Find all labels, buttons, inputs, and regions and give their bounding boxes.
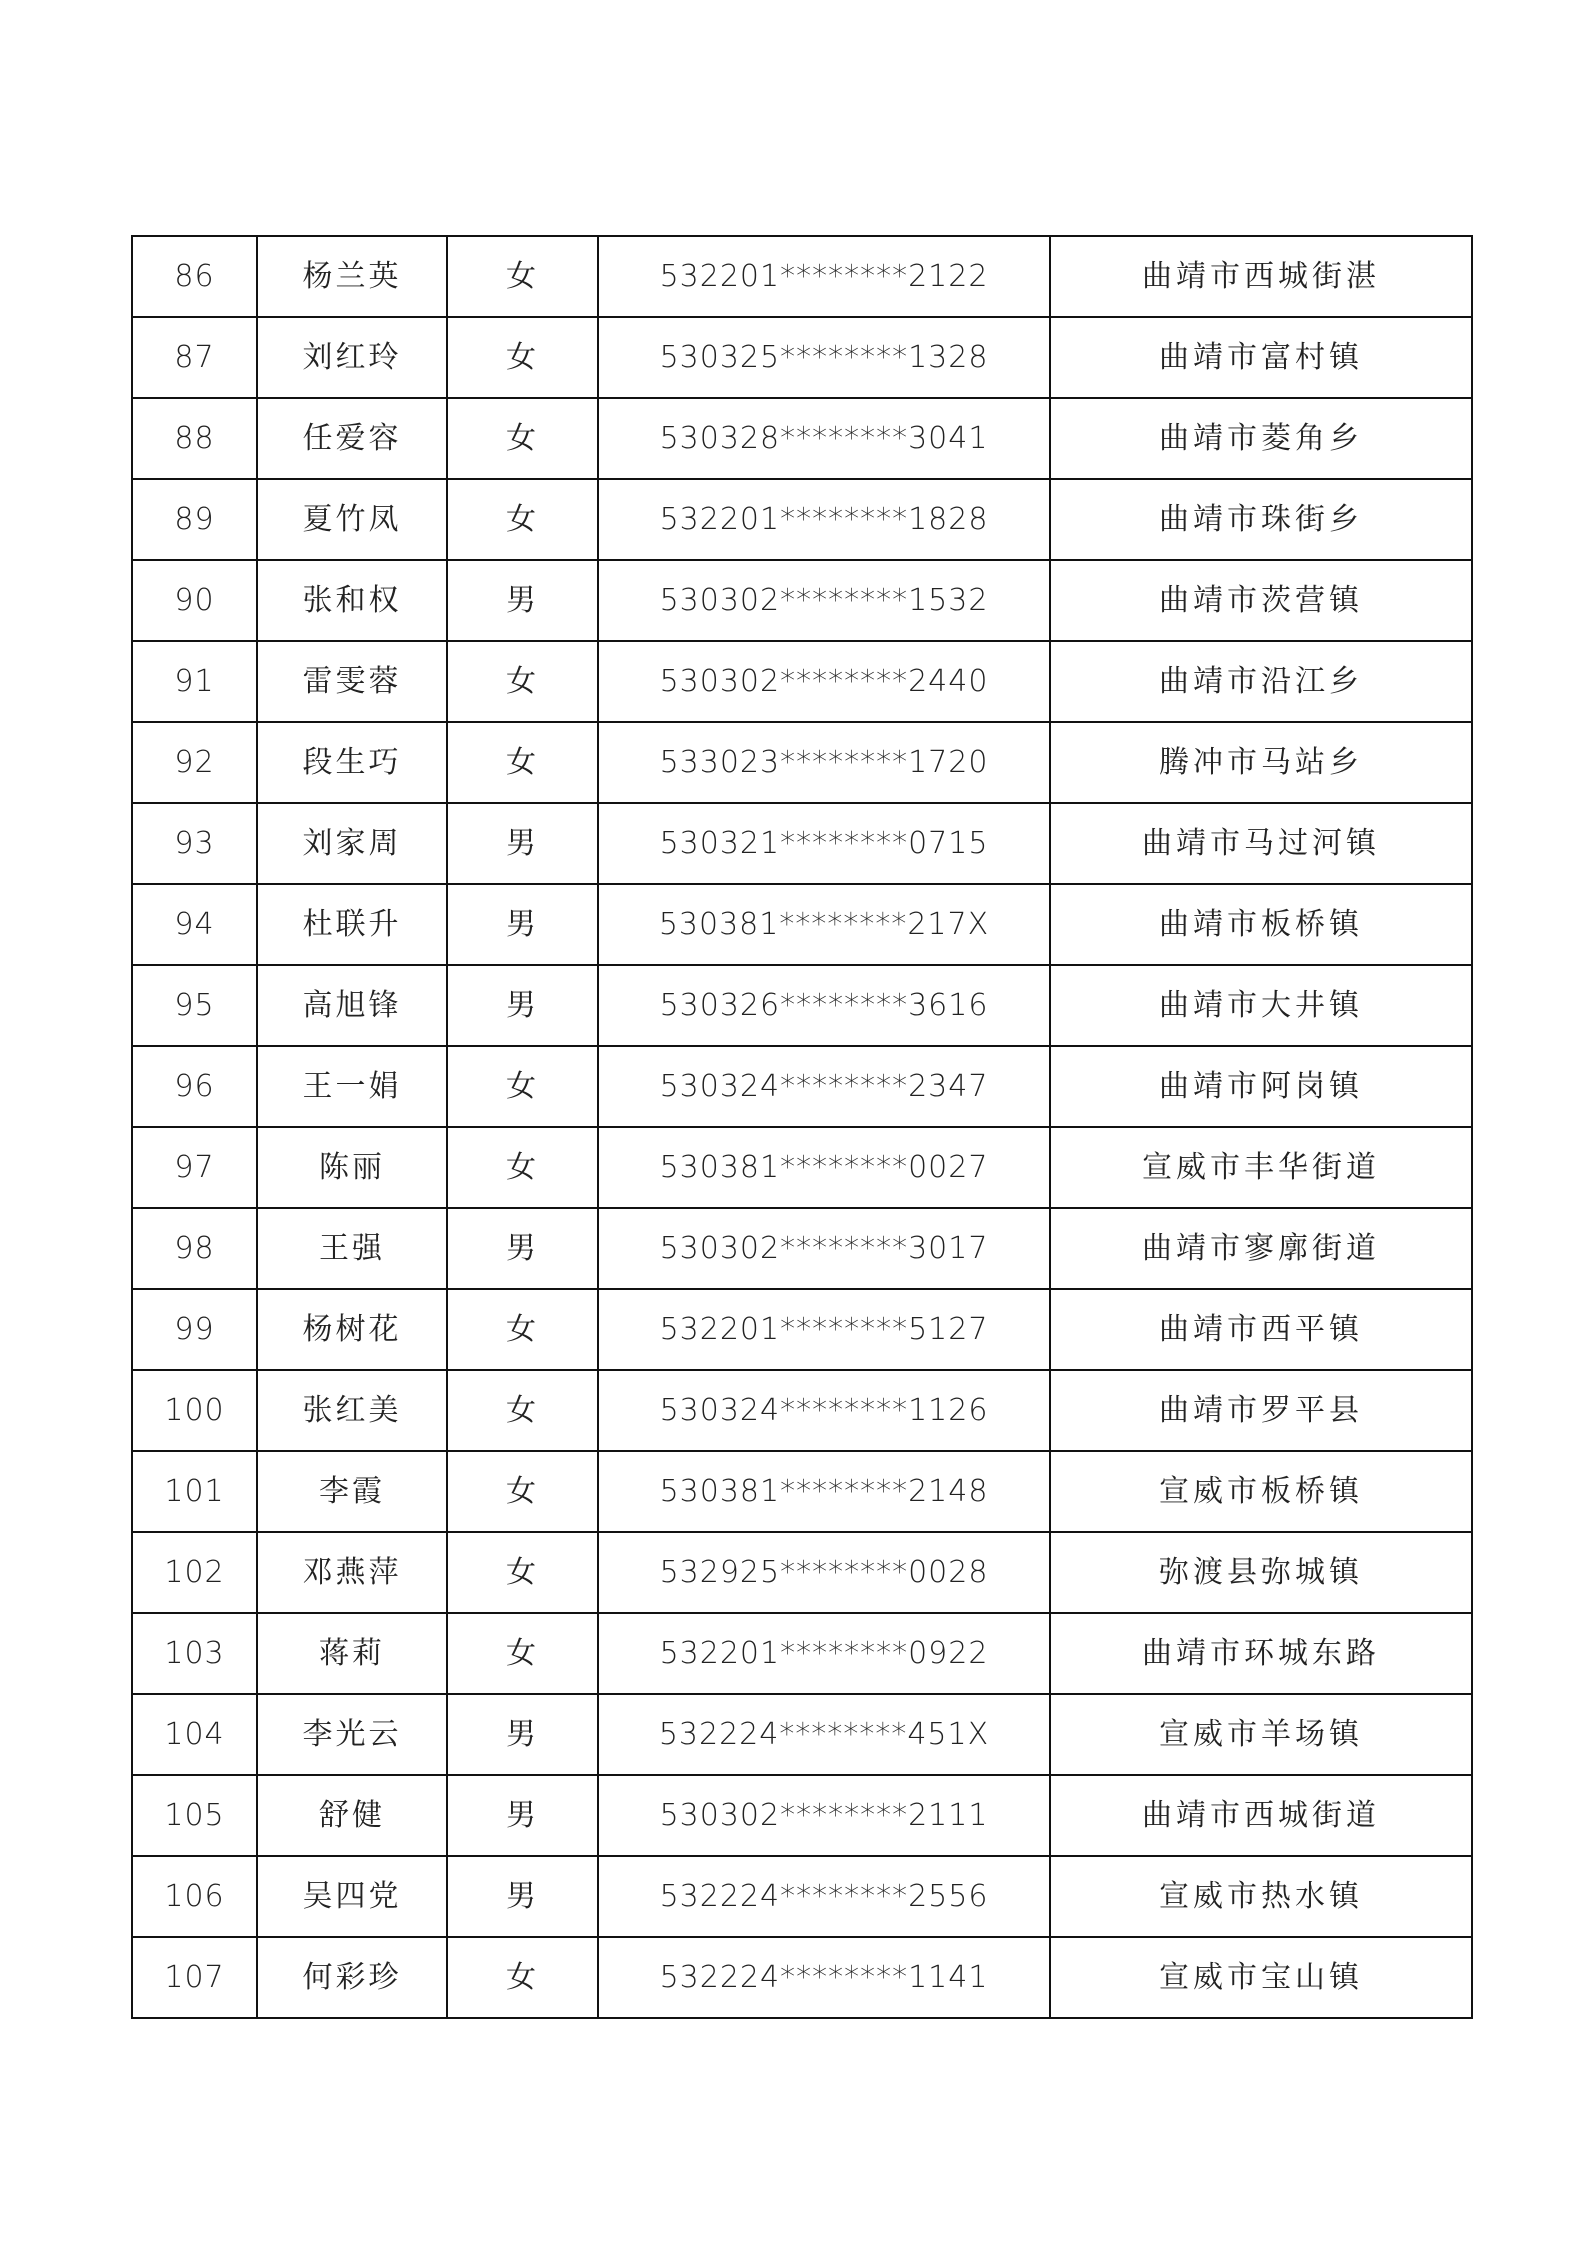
address-cell: 曲靖市富村镇: [1050, 317, 1472, 398]
row-number-cell: 89: [132, 479, 257, 560]
id-number-cell: 530302********1532: [598, 560, 1050, 641]
address-cell: 宣威市丰华街道: [1050, 1127, 1472, 1208]
name-cell: 高旭锋: [257, 965, 447, 1046]
address-cell: 腾冲市马站乡: [1050, 722, 1472, 803]
gender-cell: 男: [447, 1208, 598, 1289]
name-cell: 舒健: [257, 1775, 447, 1856]
id-number-cell: 533023********1720: [598, 722, 1050, 803]
name-cell: 刘家周: [257, 803, 447, 884]
table-row: [132, 479, 1472, 560]
row-number-cell: 106: [132, 1856, 257, 1937]
table-row: [132, 641, 1472, 722]
id-number-cell: 530381********217X: [598, 884, 1050, 965]
address-cell: 曲靖市寥廓街道: [1050, 1208, 1472, 1289]
name-cell: 何彩珍: [257, 1937, 447, 2018]
gender-cell: 女: [447, 398, 598, 479]
name-cell: 张和权: [257, 560, 447, 641]
gender-cell: 女: [447, 1613, 598, 1694]
name-cell: 雷雯蓉: [257, 641, 447, 722]
id-number-cell: 532201********0922: [598, 1613, 1050, 1694]
row-number-cell: 96: [132, 1046, 257, 1127]
id-number-cell: 530381********2148: [598, 1451, 1050, 1532]
gender-cell: 女: [447, 1937, 598, 2018]
address-cell: 曲靖市西城街道: [1050, 1775, 1472, 1856]
id-number-cell: 530321********0715: [598, 803, 1050, 884]
id-number-cell: 532224********2556: [598, 1856, 1050, 1937]
roster-table: [131, 235, 1473, 2019]
table-row: [132, 236, 1472, 317]
address-cell: 曲靖市珠街乡: [1050, 479, 1472, 560]
gender-cell: 女: [447, 1046, 598, 1127]
gender-cell: 女: [447, 1370, 598, 1451]
address-cell: 曲靖市菱角乡: [1050, 398, 1472, 479]
row-number-cell: 87: [132, 317, 257, 398]
table-row: [132, 1208, 1472, 1289]
gender-cell: 男: [447, 1856, 598, 1937]
gender-cell: 男: [447, 803, 598, 884]
name-cell: 夏竹凤: [257, 479, 447, 560]
id-number-cell: 530302********2440: [598, 641, 1050, 722]
id-number-cell: 530328********3041: [598, 398, 1050, 479]
gender-cell: 男: [447, 965, 598, 1046]
roster-table-body: [132, 236, 1472, 2018]
address-cell: 曲靖市罗平县: [1050, 1370, 1472, 1451]
name-cell: 段生巧: [257, 722, 447, 803]
table-row: [132, 560, 1472, 641]
row-number-cell: 105: [132, 1775, 257, 1856]
address-cell: 宣威市宝山镇: [1050, 1937, 1472, 2018]
id-number-cell: 532201********5127: [598, 1289, 1050, 1370]
id-number-cell: 532925********0028: [598, 1532, 1050, 1613]
gender-cell: 男: [447, 1775, 598, 1856]
address-cell: 曲靖市马过河镇: [1050, 803, 1472, 884]
gender-cell: 女: [447, 1451, 598, 1532]
address-cell: 宣威市羊场镇: [1050, 1694, 1472, 1775]
table-row: [132, 317, 1472, 398]
table-row: [132, 1937, 1472, 2018]
table-row: [132, 1370, 1472, 1451]
address-cell: 宣威市热水镇: [1050, 1856, 1472, 1937]
table-row: [132, 398, 1472, 479]
row-number-cell: 99: [132, 1289, 257, 1370]
id-number-cell: 530302********3017: [598, 1208, 1050, 1289]
address-cell: 曲靖市茨营镇: [1050, 560, 1472, 641]
id-number-cell: 530326********3616: [598, 965, 1050, 1046]
row-number-cell: 93: [132, 803, 257, 884]
row-number-cell: 98: [132, 1208, 257, 1289]
gender-cell: 女: [447, 479, 598, 560]
row-number-cell: 94: [132, 884, 257, 965]
table-row: [132, 965, 1472, 1046]
address-cell: 曲靖市阿岗镇: [1050, 1046, 1472, 1127]
name-cell: 任爱容: [257, 398, 447, 479]
gender-cell: 女: [447, 1127, 598, 1208]
table-row: [132, 722, 1472, 803]
id-number-cell: 532224********451X: [598, 1694, 1050, 1775]
name-cell: 蒋莉: [257, 1613, 447, 1694]
name-cell: 张红美: [257, 1370, 447, 1451]
name-cell: 王强: [257, 1208, 447, 1289]
address-cell: 曲靖市大井镇: [1050, 965, 1472, 1046]
name-cell: 刘红玲: [257, 317, 447, 398]
address-cell: 曲靖市板桥镇: [1050, 884, 1472, 965]
table-row: [132, 1289, 1472, 1370]
name-cell: 李光云: [257, 1694, 447, 1775]
gender-cell: 女: [447, 1289, 598, 1370]
id-number-cell: 530381********0027: [598, 1127, 1050, 1208]
gender-cell: 女: [447, 317, 598, 398]
table-row: [132, 1856, 1472, 1937]
name-cell: 吴四党: [257, 1856, 447, 1937]
row-number-cell: 107: [132, 1937, 257, 2018]
id-number-cell: 530302********2111: [598, 1775, 1050, 1856]
id-number-cell: 532201********2122: [598, 236, 1050, 317]
table-row: [132, 1613, 1472, 1694]
gender-cell: 男: [447, 560, 598, 641]
gender-cell: 女: [447, 236, 598, 317]
gender-cell: 男: [447, 1694, 598, 1775]
name-cell: 杨兰英: [257, 236, 447, 317]
gender-cell: 女: [447, 722, 598, 803]
table-row: [132, 803, 1472, 884]
id-number-cell: 530325********1328: [598, 317, 1050, 398]
name-cell: 陈丽: [257, 1127, 447, 1208]
row-number-cell: 88: [132, 398, 257, 479]
row-number-cell: 97: [132, 1127, 257, 1208]
row-number-cell: 103: [132, 1613, 257, 1694]
name-cell: 李霞: [257, 1451, 447, 1532]
row-number-cell: 91: [132, 641, 257, 722]
row-number-cell: 101: [132, 1451, 257, 1532]
gender-cell: 女: [447, 641, 598, 722]
row-number-cell: 104: [132, 1694, 257, 1775]
gender-cell: 男: [447, 884, 598, 965]
id-number-cell: 532224********1141: [598, 1937, 1050, 2018]
row-number-cell: 86: [132, 236, 257, 317]
row-number-cell: 100: [132, 1370, 257, 1451]
address-cell: 曲靖市沿江乡: [1050, 641, 1472, 722]
id-number-cell: 530324********1126: [598, 1370, 1050, 1451]
table-row: [132, 1451, 1472, 1532]
name-cell: 邓燕萍: [257, 1532, 447, 1613]
gender-cell: 女: [447, 1532, 598, 1613]
name-cell: 杜联升: [257, 884, 447, 965]
table-row: [132, 884, 1472, 965]
row-number-cell: 90: [132, 560, 257, 641]
id-number-cell: 530324********2347: [598, 1046, 1050, 1127]
address-cell: 曲靖市环城东路: [1050, 1613, 1472, 1694]
table-row: [132, 1775, 1472, 1856]
address-cell: 曲靖市西城街湛: [1050, 236, 1472, 317]
row-number-cell: 92: [132, 722, 257, 803]
address-cell: 曲靖市西平镇: [1050, 1289, 1472, 1370]
table-row: [132, 1127, 1472, 1208]
name-cell: 杨树花: [257, 1289, 447, 1370]
row-number-cell: 102: [132, 1532, 257, 1613]
row-number-cell: 95: [132, 965, 257, 1046]
table-row: [132, 1046, 1472, 1127]
address-cell: 弥渡县弥城镇: [1050, 1532, 1472, 1613]
address-cell: 宣威市板桥镇: [1050, 1451, 1472, 1532]
table-row: [132, 1532, 1472, 1613]
name-cell: 王一娟: [257, 1046, 447, 1127]
id-number-cell: 532201********1828: [598, 479, 1050, 560]
table-row: [132, 1694, 1472, 1775]
